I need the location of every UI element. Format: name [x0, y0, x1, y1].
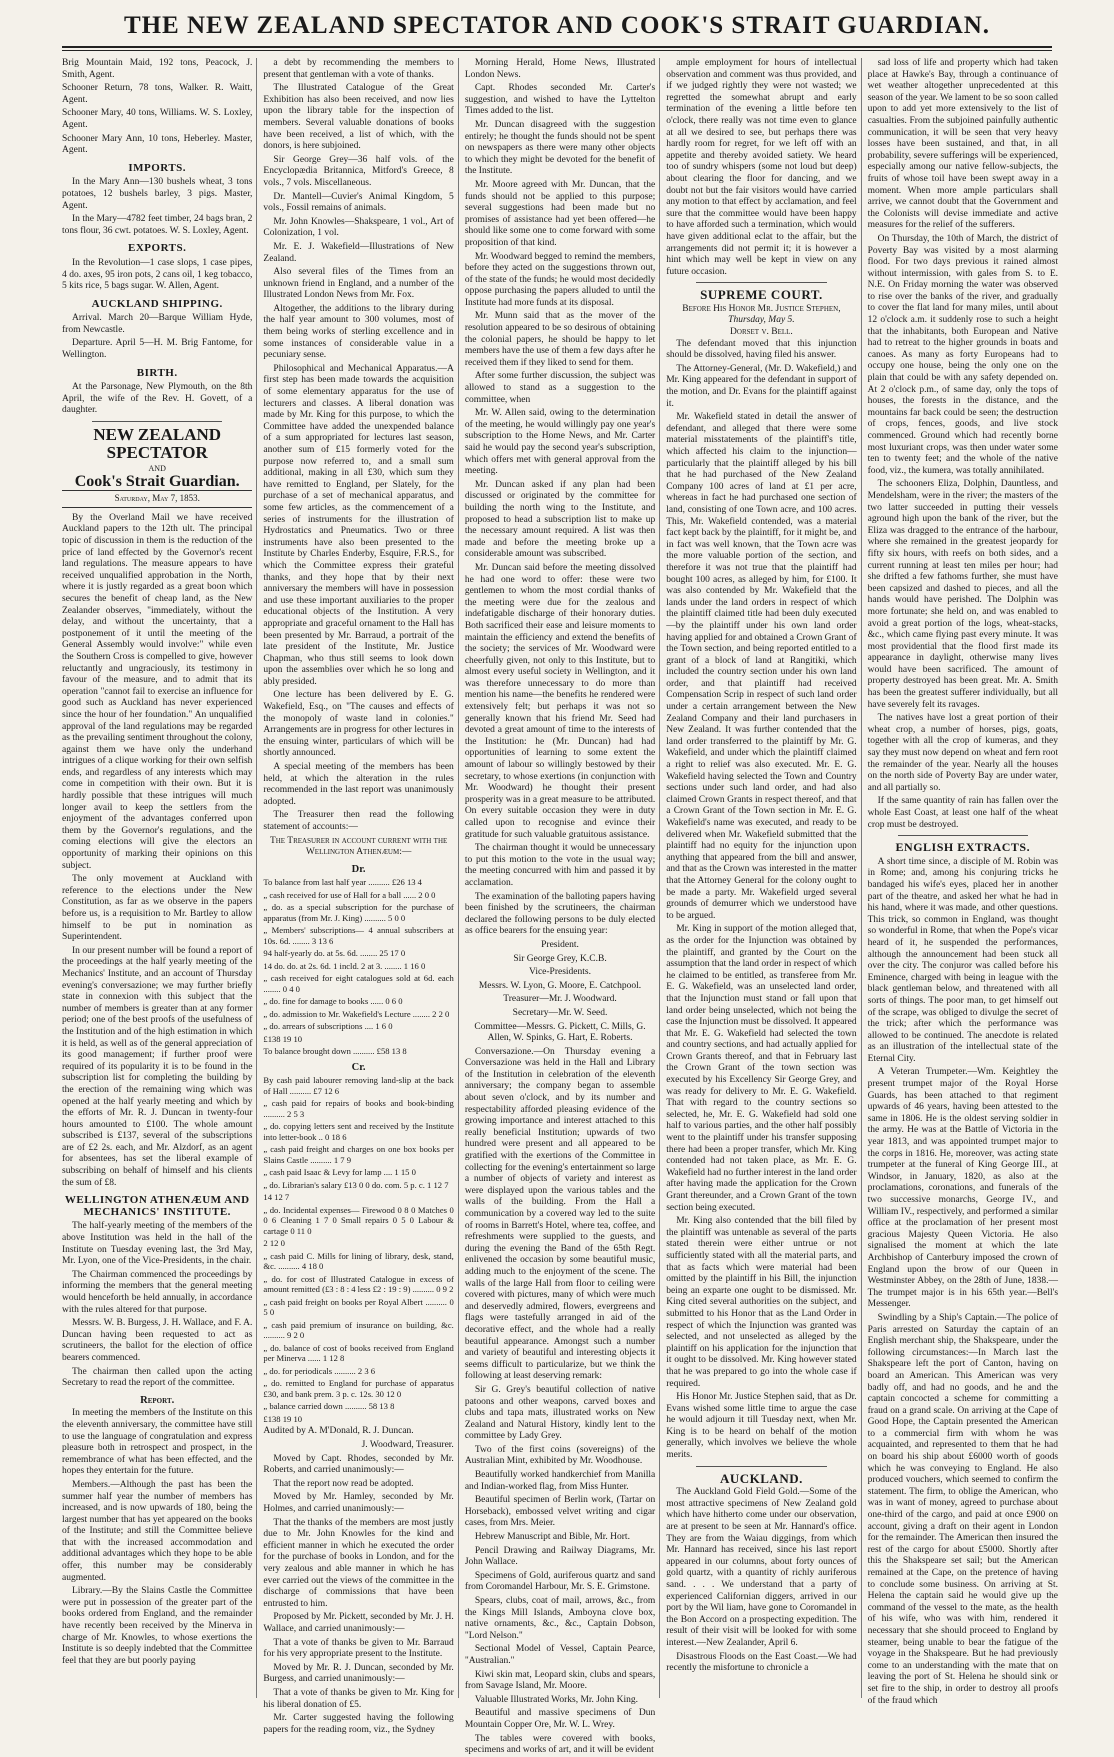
exports-heading: EXPORTS.: [128, 242, 187, 255]
paragraph: The natives have lost a great portion of their wheat crop, a number of horses, pigs, goats, together with all the crop of kumeras, and they say they must now depend on wheat and fern root the remainder of the year. Nearly all the houses on the north side of Poverty Bay are under water, and all partially so.: [867, 713, 1059, 793]
paragraph: „ do. remitted to England for purchase of apparatus £30, and bank prem. 3 p. c. 12s. 30 12 0: [263, 1378, 454, 1399]
paragraph: Conversazione.—On Thursday evening a Conversazione was held in the Hall and Library of the Institution in celebration of the eleventh anniversary; the company began to assemble about seven o'clock, and by its number and respectability afforded pleasing evidence of the growing importance and interest attached to this really beneficial Institution; upwards of two hundred were present and all appeared to be gratified with the exertions of the Committee in collecting for the evening's entertainment so large a number of objects of variety and interest as were displayed upon the various tables and the walls of the building. From the Hall a communication by a covered way led to the suite of rooms in Barrett's Hotel, where tea, coffee, and refreshments were supplied to the guests, and during the evening the Band of the 65th Regt. enlivened the occasion by some beautiful music, adding much to the enjoyment of the scene. The walls of the large Hall from floor to ceiling were covered with pictures, many of which were much and deservedly admired, flowers, evergreens and flags were tastefully arranged in aid of the decorative effect, and the whole had a really beautiful appearance. Amongst such a number and variety of beautiful and interesting objects it seems difficult to particularize, but we think the following at least deserving remark:: [464, 1046, 656, 1382]
account-debit-lines: [263, 877, 453, 1057]
paragraph: Sir G. Grey's beautiful collection of native patoons and other weapons, carved boxes and clubs and tapa mats, illustrated works on New Zealand and Natural History, kindly lent to the committee by Lady Grey.: [464, 1384, 656, 1442]
paragraph: On Thursday, the 10th of March, the district of Poverty Bay was visited by a most alarming flood. For two days previous it rained almost without intermission, with gales from S. to E. N.E. On Friday morning the water was observed to rise over the banks of the river, and gradually to cover the flat land for many miles, until about 12 o'clock a.m. it suddenly rose to such a height that the inhabitants, both European and Native had to retreat to the higher grounds in boats and canoes. As many as forty Europeans had to occupy one house, being the only one on the plain that could be with any safety depended on. At 2 o'clock p.m., of same day, only the tops of houses, the forests in the distance, and the mountains far back could be seen; the destruction of crops, fences, goods, and live stock commenced. Ground which had recently borne most luxuriant crops, was then under water some ten to twenty feet; and the whole of the native food, viz., the kumera, was totally annihilated.: [867, 233, 1059, 476]
imports-list: [62, 177, 252, 237]
paragraph: Sir George Grey, K.C.B.: [513, 953, 607, 964]
paragraph: In meeting the members of the Institute on this the eleventh anniversary, the committee have still to use the language of congratulation and express pleasure both in retrospect and prospect, in the remembrance of what has been effected, and the hopes they entertain for the future.: [62, 1408, 253, 1477]
editorial: [62, 513, 252, 1189]
paragraph: „ cash paid C. Mills for lining of library, desk, stand, &c. .......... 4 18 0: [263, 1250, 454, 1272]
paragraph: Dr. Mantell—Cuvier's Animal Kingdom, 5 vols., Fossil remains of animals.: [263, 191, 454, 214]
paragraph: „ do. copying letters sent and received by the Institute into letter-book .. 0 18 6: [263, 1121, 454, 1142]
paragraph: A short time since, a disciple of M. Robin was in Rome; and, among his conjuring tricks he bandaged his wife's eyes, placed her in another part of the theatre, and asked her what he had in his hand, where it was made, and other questions. This trick, so common in England, was thought so wonderful in Rome, that when the Pope's vicar heard of it, he suspended the performances, although the announcement had been stuck all over the city. The conjuror was called before his Eminence, charged with being in league with the black gentleman below, and threatened with all sorts of things. The poor man, to get himself out of the scrape, was obliged to divulge the secret of the trick; after which the performance was allowed to be continued. The anecdote is related as an illustration of the intellectual state of the Eternal City.: [867, 856, 1059, 1064]
title-rule: [62, 46, 1052, 48]
page-columns: [62, 58, 1062, 1756]
paragraph: Vice-Presidents.: [529, 967, 591, 978]
paragraph: In our present number will be found a report of the proceedings at the half yearly meeting of the Mechanics' Institute, and an account of Thursday evening's conversazione; we may further briefly state in connexion with this subject that the number of members is greater than at any former period; one of the best proofs of the usefulness of the Institution and of the high estimation in which it is held, as well as of the general appreciation of its good management; if further proof were required of its popularity it is to be found in the subscription list for completing the building by the erection of the remaining wing which was opened at the half yearly meeting and which by the efforts of Mr. R. J. Duncan in twenty-four hours amounted to £100. The whole amount subscribed is £137, several of the subscriptions are of £2 2s. each, and Mr. Alzdorf, as an agent for absentees, has set the liberal example of subscribing on behalf of himself and his clients the sum of £8.: [62, 945, 253, 1188]
paragraph: His Honor Mr. Justice Stephen said, that as Dr. Evans wished some little time to argue the case he would adjourn it till Tuesday next, when Mr. King is to be heard on behalf of the motion generally, which involves we believe the whole merits.: [666, 1392, 857, 1461]
english-extracts-heading: ENGLISH EXTRACTS.: [895, 840, 1031, 855]
paragraph: Proposed by Mr. Pickett, seconded by Mr. J. H. Wallace, and carried unanimously:—: [263, 1612, 454, 1634]
report-heading: Report.: [140, 1394, 175, 1406]
paragraph: Mr. Duncan disagreed with the suggestion entirely; he thought the funds should not be spent on newspapers as there were many other objects to which they might be devoted for the benefit of the Institute.: [464, 119, 656, 177]
paragraph: Also several files of the Times from an unknown friend in England, and a number of the Illustrated London News from Mr. Fox.: [263, 267, 454, 301]
athenaeum-heading: WELLINGTON ATHENÆUM AND MECHANICS' INSTITUTE.: [64, 1194, 250, 1218]
paragraph: „ do. for cost of Illustrated Catalogue in excess of amount remitted (£3 : 8 : 4 less £2 : 19 : 9) .......... 0 9 2: [263, 1273, 454, 1295]
auckland-shipping-list: [62, 313, 252, 361]
paragraph: Spears, clubs, coat of mail, arrows, &c., from the Kings Mill Islands, Amboyna clove box, native ornaments, &c., &c., Captain Dobson, "Lord Nelson.": [464, 1596, 656, 1641]
paragraph: Mr. Duncan asked if any plan had been discussed or originated by the committee for building the north wing to the Institute, and proposed to head a subscription list to make up the necessary amount required. A list was then made and before the meeting broke up a considerable amount was subscribed.: [464, 479, 656, 560]
office-bearers: [465, 940, 655, 1045]
paragraph: Messrs. W. B. Burgess, J. H. Wallace, and F. A. Duncan having been requested to act as scrutineers, the ballot for the election of office bearers commenced.: [62, 1318, 253, 1363]
paragraph: Beautifully worked handkerchief from Manilla and Indian-worked flag, from Miss Hunter.: [464, 1470, 656, 1492]
paragraph: Members.—Although the past has been the summer half year the number of members has increased, and is now upwards of 180, being the largest number that has yet appeared on the books of the Institute; and still the Committee believe that with the increased accommodation and additional advantages which they hope to be able offer, this number may be considerably augmented.: [62, 1479, 253, 1583]
auckland-shipping-heading: AUCKLAND SHIPPING.: [91, 297, 223, 310]
flood-report: [868, 58, 1058, 831]
divider: [696, 1466, 826, 1467]
paragraph: „ do. fine for damage to books ...... 0 6 0: [263, 996, 403, 1007]
paragraph: „ cash paid freight on books per Royal Albert .......... 0 5 0: [263, 1296, 454, 1318]
paragraph: By the Overland Mail we have received Auckland papers to the 12th ult. The principal topic of discussion in them is the reduction of the price of land effected by the Governor's recent land regulations. The measure appears to have received unqualified approbation in the North, where it is justly regarded as a great boon which secures the benefit of cheap land, as the New Zealander observes, "immediately, without the delay, and without the uncertainty, that a postponement of it until the meeting of the General Assembly would involve:" while even the Southern Cross is compelled to give, however reluctantly and ungraciously, its testimony in favour of the measure, and to admit that its operation "cannot fail to exercise an influence for good such as Auckland has never experienced since the hour of her foundation." An unqualified approval of the land regulations may be regarded as the prevailing sentiment throughout the colony, against them we have only the underhand intrigues of a clique working for their own selfish ends, and regardless of any interests which may come in competition with their own. But it is hardly possible that these intrigues will much longer avail to keep the settlers from the enjoyment of the advantages conferred upon them by the Governor's regulations, and the coming elections will give the electors an opportunity of marking their opinions on this subject.: [62, 512, 253, 871]
paragraph: The only movement at Auckland with reference to the elections under the New Constitution, as far as we observe in the papers before us, is a requisition to Mr. Bartley to allow himself to be put in nomination as Superintendent.: [62, 874, 253, 943]
paragraph: „ do. arrears of subscriptions .... 1 6 0: [263, 1021, 393, 1032]
paragraph: Schooner Return, 78 tons, Walker. R. Waitt, Agent.: [62, 83, 253, 105]
paragraph: The schooners Eliza, Dolphin, Dauntless, and Mendelsham, were in the river; the masters of the two latter succeeded in putting their vessels aground high upon the bank of the river, but the Eliza was dragged to the entrance of the harbour, where she remained in the greatest jeopardy for fifty six hours, with reefs on both sides, and a current running at least ten miles per hour; had she drifted a few fathoms further, she must have been capsized and dashed to pieces, and all the hands would have perished. The Dolphin was more fortunate; she held on, and was enabled to avoid a great portion of the logs, wheat-stacks, &c., which came flying past every minute. It was most providential that the flood first made its appearance in daylight, otherwise many lives would have been sacrificed. The amount of property destroyed has been great. Mr. A. Smith has been the greatest sufferer individually, but all have severely felt its ravages.: [867, 479, 1059, 710]
paragraph: Library.—By the Slains Castle the Committee were put in possession of the greater part of the books ordered from England, and the remainder have recently been received by the Minerva in charge of Mr. Knowles, to whose exertions the Institute is so deeply indebted that the Committee feel that they are but poorly paying: [62, 1586, 253, 1666]
athenaeum-article: [62, 1221, 252, 1389]
paragraph: In the Mary Ann—130 bushels wheat, 3 tons potatoes, 12 bushels barley, 3 pigs. Master, Agent.: [62, 177, 253, 211]
conversazione-continued: [666, 58, 856, 278]
account-credit-heading: Cr.: [351, 1061, 366, 1073]
masthead-and: AND: [148, 464, 166, 474]
paragraph: Treasurer—Mr. J. Woodward.: [503, 994, 617, 1005]
paragraph: In the Mary—4782 feet timber, 24 bags bran, 2 tons flour, 36 cwt. potatoes. W. S. Loxley, Agent.: [62, 214, 253, 236]
paragraph: £138 19 10: [263, 1033, 303, 1044]
paragraph: Mr. John Knowles—Shakspeare, 1 vol., Art of Colonization, 1 vol.: [263, 216, 454, 239]
paragraph: Sectional Model of Vessel, Captain Pearce, "Australian.": [464, 1644, 656, 1666]
meeting-discussion: [465, 58, 655, 938]
shipping-list: [62, 58, 252, 157]
treasurer-signature: J. Woodward, Treasurer.: [361, 1440, 454, 1451]
report-text: [62, 1408, 252, 1667]
birth-heading: BIRTH.: [136, 366, 178, 379]
paragraph: Kiwi skin mat, Leopard skin, clubs and spears, from Savage Island, Mr. Moore.: [464, 1669, 656, 1692]
paragraph: 2 12 0: [263, 1238, 285, 1249]
paragraph: „ cash received for use of Hall for a ball ...... 2 0 0: [263, 889, 436, 900]
paragraph: If the same quantity of rain has fallen over the whole East Coast, at least one half of the wheat crop must be destroyed.: [867, 796, 1059, 830]
paragraph: In the Revolution—1 case slops, 1 case pipes, 4 do. axes, 95 iron pots, 2 cans oil, 1 keg tobacco, 5 kits rice, 5 bags sugar. W. Allen, Agent.: [62, 257, 253, 292]
court-date: Thursday, May 5.: [728, 315, 795, 326]
paragraph: The chairman thought it would be unnecessary to put this motion to the vote in the usual way; the meeting concurred with him and passed it by acclamation.: [464, 843, 656, 888]
paragraph: 94 half-yearly do. at 5s. 6d. ........ 25 17 0: [263, 948, 406, 959]
birth-notice: At the Parsonage, New Plymouth, on the 8th April, the wife of the Rev. H. Govett, of a daughter.: [62, 382, 253, 416]
column-4: [666, 58, 861, 1698]
auditors: Audited by A. M'Donald, R. J. Duncan.: [263, 1426, 414, 1437]
paragraph: Departure. April 5—H. M. Brig Fantome, for Wellington.: [62, 338, 253, 361]
paragraph: Moved by Capt. Rhodes, seconded by Mr. Roberts, and carried unanimously:—: [263, 1453, 454, 1476]
paragraph: Brig Mountain Maid, 192 tons, Peacock, J. Smith, Agent.: [62, 58, 253, 80]
court-report: [666, 339, 856, 1462]
paragraph: Mr. Carter suggested having the following papers for the reading room, viz., the Sydney: [263, 1713, 454, 1735]
paragraph: The Treasurer then read the following statement of accounts:—: [263, 810, 454, 832]
paragraph: „ do. for periodicals .......... 2 3 6: [263, 1365, 376, 1376]
paragraph: „ cash paid Isaac & Levy for lamp .... 1 15 0: [263, 1167, 416, 1178]
paragraph: Mr. E. J. Wakefield—Illustrations of New Zealand.: [263, 241, 454, 264]
divider: [92, 421, 222, 422]
paragraph: To balance from last half year .......... £26 13 4: [263, 877, 422, 888]
divider: [898, 835, 1028, 836]
account-debit-heading: Dr.: [351, 863, 366, 875]
paragraph: Sir George Grey—36 half vols. of the Encyclopædia Britannica, Mitford's Greece, 8 vols., 7 vols. Miscellaneous.: [263, 154, 454, 188]
paragraph: Disastrous Floods on the East Coast.—We had recently the misfortune to chronicle a: [666, 1651, 857, 1674]
english-extracts: [868, 857, 1058, 1707]
imports-heading: IMPORTS.: [128, 161, 187, 174]
column-5: [867, 58, 1062, 1706]
paragraph: Morning Herald, Home News, Illustrated London News.: [464, 58, 656, 80]
paragraph: Schooner Mary Ann, 10 tons, Heberley. Master, Agent.: [62, 133, 253, 156]
column-2: [263, 58, 458, 1735]
paragraph: By cash paid labourer removing land-slip at the back of Hall .......... £7 12 6: [263, 1075, 454, 1096]
court-case: Dorset v. Bell.: [730, 327, 793, 338]
newspaper-title: THE NEW ZEALAND SPECTATOR AND COOK'S STRAIT GUARDIAN.: [123, 12, 991, 39]
paragraph: The Chairman commenced the proceedings by informing the members that the general meeting would henceforth be held annually, in accordance with the rules altered for that purpose.: [62, 1269, 253, 1315]
auckland-heading: AUCKLAND.: [719, 1470, 803, 1486]
paragraph: „ do. balance of cost of books received from England per Minerva ...... 1 12 8: [263, 1342, 454, 1364]
paragraph: Mr. Duncan said before the meeting dissolved he had one word to offer: these were two gentlemen to whom the most cordial thanks of the meeting were due for the zealous and indefatigable discharge of their honorary duties. Both sacrificed their ease and leisure moments to maintain the efficiency and extend the benefits of the society; the services of Mr. Woodward were cheerfully given, not only to this Institute, but to almost every useful society in Wellington, and it was therefore unnecessary to do more than mention his name—the benefits he rendered were extensively felt; but perhaps it was not so generally known that his friend Mr. Seed had devoted a great amount of time to the interests of the Institution: he (Mr. Duncan) had had opportunities of learning to some extent the amount of labour so willingly bestowed by their secretary, to whose exertions (in conjunction with Mr. Woodward) he thought their present prosperity was in a great measure to be attributed. On every suitable occasion they were in duty called upon to recognise and evince their gratitude for such valuable gratuitous assistance.: [464, 562, 656, 840]
paragraph: Beautiful specimen of Berlin work, (Tartar on Horseback), embossed velvet writing and cigar cases, from Mrs. Meier.: [464, 1495, 656, 1529]
paragraph: Philosophical and Mechanical Apparatus.—A first step has been made towards the acquisition of some elementary apparatus for the use of lecturers and classes. A liberal donation was made by Mr. King for this purpose, to which the Committee have added the unexpended balance of a sum appropriated for lectures last season, another sum of £15 formerly voted for the purpose now referred to, and a small sum additional, making in all £30, which sum they have remitted to England, per Slately, for the purchase of a set of mechanical apparatus, and some few articles, as the commencement of a series of instruments for the illustration of Hydrostatics and Pneumatics. Two or three instruments have also been presented to the Institute by Charles Enderby, Esquire, F.R.S., for which the Committee express their grateful thanks, and they hope that by their next anniversary the members will have in possession and use these important auxiliaries to the proper educational objects of the Institution. A very appropriate and graceful ornament to the Hall has been presented by Mr. Barraud, a portrait of the late president of the Institute, Mr. Justice Chapman, who thus still seems to look down upon the assemblies over which he so long and ably presided.: [263, 363, 454, 687]
paragraph: The Attorney-General, (Mr. D. Wakefield,) and Mr. King appeared for the defendant in support of the motion, and Dr. Evans for the plaintiff against it.: [666, 363, 857, 409]
paragraph: „ cash received for eight catalogues sold at 6d. each ........ 0 4 0: [263, 973, 454, 994]
paragraph: „ do. Librarian's salary £13 0 0 do. com. 5 p. c. 1 12 7: [263, 1179, 449, 1190]
paragraph: After some further discussion, the subject was allowed to stand as a suggestion to the committee, when: [464, 371, 656, 405]
paragraph: President.: [541, 939, 579, 950]
paragraph: „ Members' subscriptions— 4 annual subscribers at 10s. 6d. ........ 3 13 6: [263, 925, 454, 946]
paragraph: Schooner Mary, 40 tons, Williams. W. S. Loxley, Agent.: [62, 108, 253, 130]
paragraph: sad loss of life and property which had taken place at Hawke's Bay, through a continuance of wet weather altogether unprecedented at this season of the year. We lament to be so soon called upon to add yet more extensively to the list of casualties. From the subjoined painfully authentic communication, it will be seen that very heavy losses have been sustained, and that, in all probability, severe sufferings will be experienced, especially among our native fellow-subjects, the fruits of whose toil have been swept away in a moment. When more ample particulars shall arrive, we cannot doubt that the Government and the Colonists will devise immediate and active measures for the relief of the sufferers.: [867, 58, 1059, 231]
paragraph: That a vote of thanks be given to Mr. Barraud for his very appropriate present to the Institute.: [263, 1637, 454, 1660]
paragraph: „ cash paid freight and charges on one box books per Slains Castle .......... 1 7 9: [263, 1144, 454, 1165]
report-continued: [263, 58, 453, 834]
paragraph: A special meeting of the members has been held, at which the alteration in the rules recommended in the last report was unanimously adopted.: [263, 762, 454, 807]
masthead-title: NEW ZEALAND SPECTATOR: [93, 425, 222, 463]
column-3: [464, 58, 660, 1756]
paragraph: Valuable Illustrated Works, Mr. John King.: [474, 1694, 638, 1705]
paragraph: Pencil Drawing and Railway Diagrams, Mr. John Wallace.: [464, 1545, 656, 1568]
paragraph: The chairman then called upon the acting Secretary to read the report of the committee.: [62, 1366, 253, 1389]
paragraph: Mr. Moore agreed with Mr. Duncan, that the funds should not be applied to this purpose; several suggestions had been made but no promises of assistance had yet been offered—he should like some one to come forward with some proposition of that kind.: [464, 179, 656, 248]
paragraph: Two of the first coins (sovereigns) of the Australian Mint, exhibited by Mr. Woodhouse.: [464, 1444, 656, 1467]
paragraph: Mr. Wakefield stated in detail the answer of defendant, and alleged that there were some material misstatements of the plaintiff's title, which affected his claim to the injunction—particularly that the plaintiff alleged by his bill that he had purchased of the New Zealand Company 100 acres of land at £1 per acre, whereas in fact he had purchased one section of land, consisting of one Town acre, and 100 acres. This, Mr. Wakefield contended, was a material fact kept back by the plaintiff, for it might be, and in fact was well known, that the Town acre was the more valuable portion of the section, and therefore it was not true that the plaintiff had bought 100 acres, as alleged by him, for £100. It was also contended by Mr. Wakefield that the lands under the land orders in respect of which the plaintiff claimed title had been duly executed—by the plaintiff under his own land order having applied for and obtained a Crown Grant of the Town section, and being reported entitled to a grant of a block of land at Rangitiki, which included the country section under his own land order, and that plaintiff had received Compensation Scrip in respect of such land order under a certain arrangement between the New Zealand Company and their land purchasers in New Zealand. It was further contended that the land order transferred to the plaintiff by Mr. G. Wakefield, and under which the plaintiff claimed a right to relief was also executed. Mr. E. G. Wakefield having selected the Town and Country sections under such land order, and had also claimed Crown Grants in respect thereof, and that a Crown Grant of the Town section in Mr. E. G. Wakefield's name was executed, and ready to be delivered when Mr. Wakefield submitted that the plaintiff had no equity for the injunction upon anything that appeared from the bill and answer, and that as the Crown was interested in the matter that the Attorney General for the colony ought to be made a party. Mr. Wakefield urged several grounds of demurrer which we understood have to be argued.: [666, 412, 857, 921]
paragraph: Mr. King also contended that the bill filed by the plaintiff was untenable as several of the parts stated therein were either untrue or not sufficiently stated with all the material parts, and that as facts which were material had been omitted by the plaintiff in his Bill, the injunction being an exparte one ought to be dismissed. Mr. King cited several authorities on the subject, and submitted to his Honor that as the Land Order in respect of which the Injunction was granted was selected, and not unselected as alleged by the plaintiff on his application for the injunction that it ought to be dissolved. Mr. King however stated that he was prepared to go into the whole case if required.: [666, 1216, 857, 1389]
paragraph: That a vote of thanks be given to Mr. King for his liberal donation of £5.: [263, 1687, 454, 1710]
paragraph: „ do. admission to Mr. Wakefield's Lecture ........ 2 2 0: [263, 1008, 450, 1019]
paragraph: Arrival. March 20—Barque William Hyde, from Newcastle.: [62, 313, 253, 335]
account-credit-lines: [263, 1075, 453, 1424]
paragraph: One lecture has been delivered by E. G. Wakefield, Esq., on "The causes and effects of the monopoly of waste land in colonies." Arrangements are in progress for other lectures in the ensuing winter, particulars of which will be shortly announced.: [263, 690, 454, 759]
paragraph: The defendant moved that this injunction should be dissolved, having filed his answer.: [666, 338, 857, 361]
paragraph: Specimens of Gold, auriferous quartz and sand from Coromandel Harbour, Mr. S. E. Grimstone.: [464, 1570, 656, 1593]
masthead-date: Saturday, May 7, 1853.: [62, 490, 252, 508]
paragraph: To balance brought down .......... £58 13 8: [263, 1046, 407, 1057]
conversazione-article: [465, 1047, 655, 1757]
paragraph: Secretary—Mr. W. Seed.: [512, 1007, 608, 1018]
paragraph: 14 do. do. at 2s. 6d. 1 incld. 2 at 3. ........ 1 16 0: [263, 960, 426, 971]
paragraph: Hebrew Manuscript and Bible, Mr. Hort.: [474, 1532, 630, 1543]
paragraph: 14 12 7: [263, 1192, 290, 1203]
divider: [696, 282, 826, 283]
paragraph: A Veteran Trumpeter.—Wm. Keightley the present trumpet major of the Royal Horse Guards, has been attached to that regiment upwards of 46 years, having been attested to the same in 1806. He is the oldest serving soldier in the army. He was at the Battle of Victoria in the year 1813, and was appointed trumpet major to the corps in 1816. He, moreover, was acting state trumpeter at the funeral of King George III., at Windsor, in January, 1820, as also at the proclamations, coronations, and funerals of the two successive monarchs, George IV., and William IV., respectively, and performed a similar office at the proclamation of her present most gracious Majesty Queen Victoria. He also signalised the moment at which the late Archbishop of Canterbury imposed the crown of England upon the brow of our Queen in Westminster Abbey, on the 28th of June, 1838.—The trumpet major is in his 65th year.—Bell's Messenger.: [867, 1067, 1059, 1310]
paragraph: „ do. Incidental expenses— Firewood 0 8 0 Matches 0 0 6 Cleaning 1 7 0 Small repairs 0 5 0 Labour & cartage 0 11 0: [263, 1204, 454, 1236]
court-judge: Before His Honor Mr. Justice Stephen,: [682, 303, 841, 314]
paragraph: „ do. as a special subscription for the purchase of apparatus (from Mr. J. King) .......... 5 0 0: [263, 902, 454, 923]
paragraph: Mr. King in support of the motion alleged that, as the order for the Injunction was obtained by the plaintiff, and granted by the Court on the assumption that the land order in respect of which he claimed to be entitled, as transferee from Mr. E. G. Wakefield, was an unselected land order, that the Injunction must stand or fall upon that land order being unselected, which not being the case the Injunction must be dissolved. It appeared that Mr. E. G. Wakefield had selected the town and country sections, and had actually applied for Crown Grants thereof, and that in February last the Crown Grant of the town section was executed by his Excellency Sir George Grey, and was ready for delivery to Mr. E. G. Wakefield. That with regard to the country sections so selected, he, Mr. E. G. Wakefield had sold one half to various parties, and the other half possibly went to the plaintiff under his transfer supposing there had been a proper transfer, which Mr. King contended had not taken place, as Mr. E. G. Wakefield had no further interest in the land order after having made the application for the Crown Grant thereunder, and a Crown Grant of the town section being executed.: [666, 924, 857, 1213]
paragraph: Moved by Mr. R. J. Duncan, seconded by Mr. Burgess, and carried unanimously:—: [263, 1662, 454, 1685]
paragraph: Mr. Munn said that as the mover of the resolution appeared to be so desirous of obtaining the colonial papers, he should be happy to let members have the use of them a few days after he received them if they liked to send for them.: [464, 311, 656, 368]
paragraph: „ cash paid for repairs of books and book-binding .......... 2 5 3: [263, 1098, 454, 1119]
paragraph: Committee—Messrs. G. Pickett, C. Mills, G. Allen, W. Spinks, G. Hart, E. Roberts.: [474, 1021, 646, 1044]
paragraph: Mr. Woodward begged to remind the members, before they acted on the suggestions thrown out, of the state of the funds; he would most decidedly oppose purchasing the papers alluded to until the Institute had more funds at its disposal.: [464, 251, 656, 308]
exports-list: [62, 258, 252, 293]
masthead: [0, 0, 1114, 56]
paragraph: £138 19 10: [263, 1413, 303, 1424]
paragraph: That the thanks of the members are most justly due to Mr. John Knowles for the kind and efficient manner in which he executed the order for the purchase of books in London, and for the very zealous and able manner in which he has ever carried out the views of the committee in the discharge of commissions that have been entrusted to him.: [263, 1517, 454, 1609]
paragraph: Capt. Rhodes seconded Mr. Carter's suggestion, and wished to have the Lyttelton Times added to the list.: [464, 83, 656, 117]
paragraph: The Illustrated Catalogue of the Great Exhibition has also been received, and now lies upon the library table for the inspection of members. Several valuable donations of books have been received, a list of which, with the donors, is here subjoined.: [263, 83, 454, 152]
paragraph: That the report now read be adopted.: [273, 1478, 414, 1489]
motions: [263, 1454, 453, 1737]
paragraph: Mr. W. Allen said, owing to the determination of the meeting, he would willingly pay one year's subscription to the Home News, and Mr. Carter said he would pay the second year's subscription, which offers met with general approval from the meeting.: [464, 408, 656, 477]
supreme-court-heading: SUPREME COURT.: [700, 287, 823, 303]
paragraph: Altogether, the additions to the library during the half year amount to 300 volumes, most of them being works of sterling excellence and in some instances of considerable value in a pecuniary sense.: [263, 303, 454, 361]
paragraph: Moved by Mr. Hamley, seconded by Mr. Holmes, and carried unanimously:—: [263, 1492, 454, 1515]
paragraph: The examination of the balloting papers having been finished by the scrutineers, the chairman declared the following persons to be duly elected as office bearers for the ensuing year:: [464, 891, 656, 937]
paragraph: The Auckland Gold Field Gold.—Some of the most attractive specimens of New Zealand gold which have hitherto come under our observation, are at present to be seen at Mr. Hannard's office. They are from the Waiau diggings, from which Mr. Hannard has received, since his last report appeared in our columns, about forty ounces of gold quartz, with a quantity of richly auriferous sand. . . . We understand that a party of experienced Californian diggers, arrived in our port by the Wil liam, have gone to Coromandel in the Bon Accord on a prospecting expedition. The result of their visit will be looked for with some interest.—New Zealander, April 6.: [666, 1487, 857, 1648]
paragraph: „ balance carried down .......... 58 13 8: [263, 1401, 395, 1412]
paragraph: „ cash paid premium of insurance on building, &c. .......... 9 2 0: [263, 1319, 454, 1341]
paragraph: ample employment for hours of intellectual observation and comment was thus provided, and if we judged rightly they were not wasted; we regretted the somewhat abrupt and early termination of the evening a little before ten o'clock, there really was not time even to glance at all we desired to see, but perhaps there was hardly room for regret, for we left off with an appetite and thereby avoided satiety. We heard too of sundry whispers (some not loud but deep) about clearing the floor for dancing, and we doubt not but the fair visitors would have carried any motion to that effect by acclamation, and feel sure that the committee would have been happy to have afforded such a termination, which would have given additional eclat to the affair, but the arrangements did not permit it; it is however a hint which may well be kept in view on any future occasion.: [666, 58, 857, 277]
paragraph: Beautiful and massive specimens of Dun Mountain Copper Ore, Mr. W. L. Wrey.: [464, 1708, 656, 1730]
title-rule-thin: [62, 50, 1052, 51]
paragraph: a debt by recommending the members to present that gentleman with a vote of thanks.: [263, 58, 454, 80]
auckland-news: [666, 1487, 856, 1675]
column-1: [62, 58, 257, 1698]
paragraph: The tables were covered with books, specimens and works of art, and it will be evident: [464, 1733, 656, 1756]
masthead-subtitle: Cook's Strait Guardian.: [74, 472, 240, 490]
paragraph: Swindling by a Ship's Captain.—The police of Paris arrested on Saturday the captain of an English merchant ship, the Shakspeare, under the following circumstances:—In March last the Shakspeare left the port of Canton, having on board an American. This American was very badly off, and had no goods, and he and the captain concocted a scheme for committing a fraud on a grand scale. On arriving at the Cape of Good Hope, the Captain presented the American to a commercial firm with whom he was acquainted, and represented to them that he had on board his ship about £6000 worth of goods which he was conveying to England. He also produced vouchers, which seemed to confirm the statement. The firm, to oblige the American, who was in want of money, agreed to purchase about one-third of the cargo, and paid at once £900 on account, giving a draft on their agent in London for the remainder. The American then insured the rest of the cargo for about £5000. Shortly after this the Shakspeare set sail; but the American remained at the Cape, on the pretence of having to conclude some business. On arriving at St. Helena the captain said he would give up the command of the vessel to the mate, as the health of his wife, who was with him, rendered it necessary that she should proceed to England by steamer, being unable to bear the fatigue of the voyage in the Shakspeare. But he had previously come to an understanding with the mate that on leaving the port of St. Helena he should sink or set fire to the ship, in order to destroy all proofs of the fraud which: [867, 1312, 1059, 1706]
paragraph: The half-yearly meeting of the members of the above Institution was held in the hall of the Institute on Tuesday evening last, the 3rd May, Mr. Lyon, one of the Vice-Presidents, in the chair.: [62, 1221, 253, 1267]
paragraph: Messrs. W. Lyon, G. Moore, E. Catchpool.: [478, 980, 642, 991]
account-title: The Treasurer in account current with the Wellington Athenæum:—: [269, 835, 448, 858]
